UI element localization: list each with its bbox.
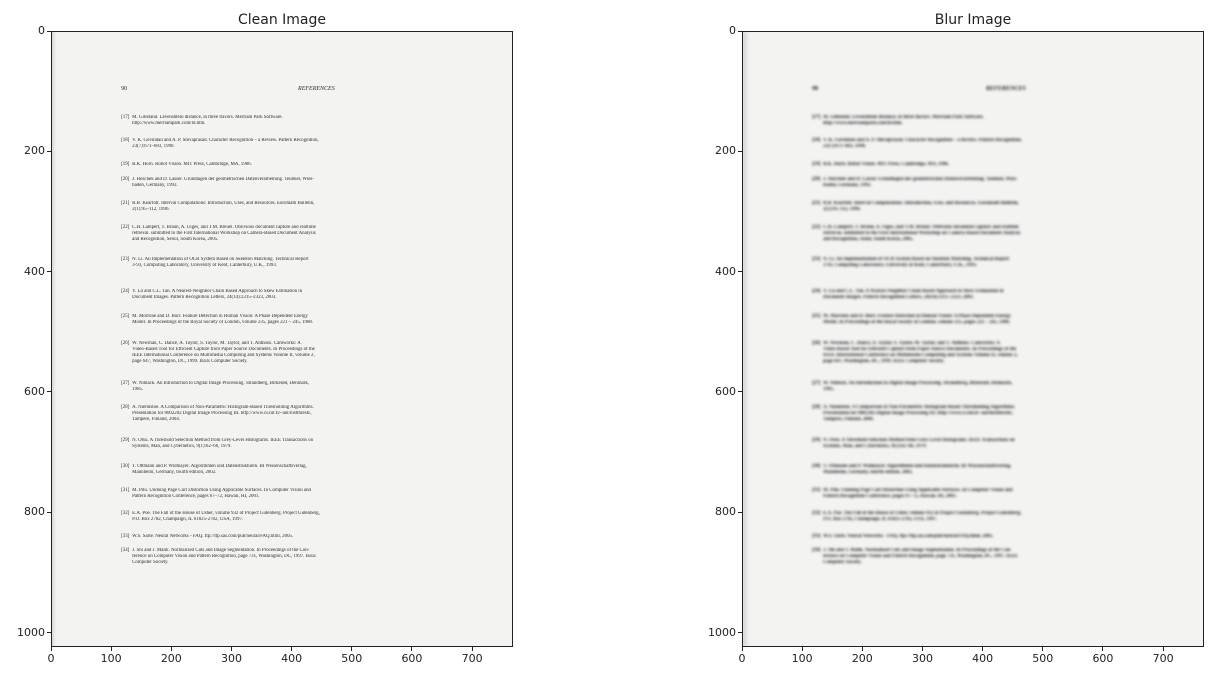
reference-number: [34]: [121, 547, 130, 553]
reference-line: Computer Society.: [132, 559, 169, 565]
reference-number: [33]: [121, 534, 130, 540]
reference-entry: [812, 138, 1026, 150]
reference-line: W. Newman, C. Dance, A. Taylor, S. Taylor, M. Taylor, and T. Aldhous. Camworks: A: [132, 340, 301, 346]
reference-entry: [812, 438, 1026, 450]
reference-entry: [812, 511, 1026, 523]
reference-line: J. Hoschek and D. Lasser. Grundlagen der geometrischen Datenverarbeitung. Teubner, Wies-: [823, 177, 1018, 183]
x-tick-mark: [802, 647, 803, 651]
panel-title: Clean Image: [237, 12, 327, 28]
reference-number: [22]: [812, 224, 821, 230]
reference-line: 3-93, Computing Laboratory, University of Kent, Canterbury, U.K., 1993.: [132, 262, 277, 268]
reference-entry: [812, 534, 1026, 540]
x-tick-label: 400: [281, 652, 303, 665]
reference-number: [22]: [121, 224, 130, 230]
reference-entry: [812, 341, 1026, 365]
reference-line: M. Morrone and D. Burr. Feature Detection in Human Vision: A Phase Dependent Energy: [823, 313, 1011, 319]
reference-line: Systems, Man, and Cybernetics, 9(1):62–66, 1979.: [823, 444, 927, 450]
reference-number: [27]: [812, 381, 821, 387]
reference-number: [23]: [121, 256, 130, 262]
reference-number: [30]: [121, 463, 130, 469]
reference-line: E.A. Poe. The Fall of the House of Usher, volume 932 of Project Gutenberg. Project Gutenberg,: [132, 511, 320, 517]
reference-line: IEEE International Conference on Multimedia Computing and Systems Volume II, volume 2,: [823, 352, 1018, 358]
reference-line: and Recognition, Seoul, South Korea, 2005.: [132, 236, 219, 242]
running-title: REFERENCES: [986, 86, 1026, 93]
reference-line: N. Li. An Implementation of OCR System Based on Skeleton Matching. Technical Report: [823, 256, 1010, 262]
x-tick-label: 300: [911, 652, 933, 665]
reference-text: [823, 381, 1026, 393]
reference-number: [29]: [812, 437, 821, 443]
y-tick-mark: [738, 512, 742, 513]
reference-line: J. Hoschek and D. Lasser. Grundlagen der geometrischen Datenverarbeitung. Teubner, Wies-: [132, 177, 314, 183]
reference-line: Pattern Recognition Conference, pages 67–72, Hawaii, HI, 2001.: [132, 493, 260, 499]
reference-entry: [812, 405, 1026, 423]
reference-text: [823, 548, 1026, 566]
reference-line: W.S. Sarle. Neural Networks - FAQ. ftp://ftp.sas.com/pub/neural/FAQ.html, 2005.: [132, 534, 294, 540]
reference-line: Model. In Proceedings of the Royal Society of London, volume 235, pages 221 – 245, 1988.: [823, 319, 1011, 325]
reference-number: [26]: [121, 340, 130, 346]
page-header: [812, 86, 1026, 94]
reference-line: C.H. Lampert, T. Braun, A. Ulges, and T.M. Breuel. Oblivious document capture and realtime: [823, 224, 1019, 230]
reference-text: [823, 162, 1026, 168]
reference-line: J. Shi and J. Malik. Normalized Cuts and Image Segmentation. In Proceedings of the Con-: [132, 547, 310, 553]
reference-entry: [812, 464, 1026, 476]
reference-line: R.B. Kearfott. Interval Computations: Introduction, Uses, and Resources. Euromath Bulletin,: [823, 200, 1019, 206]
reference-line: R.B. Kearfott. Interval Computations: Introduction, Uses, and Resources. Euromath Bulletin,: [132, 200, 315, 206]
reference-line: Presentation for 8002202 Digital Image Processing III. http://www.cs.tut.fi/~ant/histthresh/,: [132, 410, 312, 416]
reference-entry: [812, 257, 1026, 269]
reference-text: [823, 115, 1026, 127]
reference-line: V. K. Govindan and A. P. Shivaprasad. Character Recognition – a Review. Pattern Recognition,: [132, 137, 319, 143]
reference-line: 2(1):95–112, 1996.: [132, 207, 170, 213]
y-tick-label: 1000: [708, 625, 736, 639]
reference-number: [19]: [121, 161, 130, 167]
reference-entry: [812, 289, 1026, 301]
y-tick-label: 400: [24, 264, 45, 278]
reference-line: Mannheim, Germany, fourth edition, 2002.: [823, 469, 913, 475]
reference-number: [29]: [121, 437, 130, 443]
reference-number: [32]: [812, 511, 821, 517]
reference-line: Presentation for 8002202 Digital Image Processing III. http://www.cs.tut.fi/~ant/histthresh/,: [823, 410, 1014, 416]
reference-line: 1985.: [132, 387, 144, 393]
y-tick-label: 1000: [17, 625, 45, 639]
y-tick-mark: [738, 271, 742, 272]
reference-entry: [812, 225, 1026, 243]
reference-line: 2(1):95–112, 1996.: [823, 207, 861, 213]
y-tick-label: 800: [24, 505, 45, 519]
reference-number: [19]: [812, 161, 821, 167]
y-tick-mark: [738, 31, 742, 32]
reference-number: [34]: [812, 547, 821, 553]
reference-line: M. Pilu. Undoing Page Curl Distortion Using Applicable Surfaces. In Computer Vision and: [823, 487, 1013, 493]
x-tick-mark: [1102, 647, 1103, 651]
x-tick-label: 200: [160, 652, 182, 665]
page-number: 90: [121, 86, 128, 93]
reference-entry: [812, 177, 1026, 189]
reference-entry: [812, 314, 1026, 326]
x-tick-label: 400: [972, 652, 994, 665]
running-title: REFERENCES: [298, 86, 335, 93]
y-tick-label: 800: [715, 505, 736, 519]
reference-line: retrieval. submitted to the First International Workshop on Camera-Based Document Analysis: [823, 230, 1021, 236]
reference-line: page 647, Washington, DC, 1999. IEEE Computer Society.: [132, 358, 248, 364]
x-tick-label: 500: [1032, 652, 1054, 665]
reference-line: Document Images. Pattern Recognition Letters, 24(14):2315–2323, 2003.: [823, 295, 974, 301]
reference-entry: [812, 488, 1026, 500]
reference-line: N. Li. An Implementation of OCR System Based on Skeleton Matching. Technical Report: [132, 256, 309, 262]
reference-line: M. Morrone and D. Burr. Feature Detection in Human Vision: A Phase Dependent Energy: [132, 313, 308, 319]
reference-text: [823, 257, 1026, 269]
reference-text: [823, 534, 1026, 540]
reference-line: M. Gilleland. Levenshtein distance, in three flavors. Merriam Park Software.: [132, 115, 283, 121]
reference-line: 1985.: [823, 387, 835, 393]
reference-number: [31]: [812, 487, 821, 493]
reference-number: [18]: [121, 137, 130, 143]
y-tick-label: 600: [715, 384, 736, 398]
reference-number: [20]: [812, 177, 821, 183]
reference-line: W. Newman, C. Dance, A. Taylor, S. Taylor, M. Taylor, and T. Aldhous. Camworks: A: [823, 340, 1000, 346]
y-tick-mark: [738, 391, 742, 392]
reference-text: [823, 438, 1026, 450]
x-tick-label: 0: [47, 652, 55, 665]
reference-line: page 647, Washington, DC, 1999. IEEE Computer Society.: [823, 358, 945, 364]
x-tick-mark: [1042, 647, 1043, 651]
x-tick-label: 100: [791, 652, 813, 665]
reference-text: [823, 464, 1026, 476]
x-tick-label: 100: [100, 652, 122, 665]
reference-text: [823, 405, 1026, 423]
reference-number: [17]: [121, 115, 130, 121]
reference-line: 23(7):671–683, 1990.: [823, 143, 866, 149]
reference-line: Y. Lu and C.L. Tan. A Nearest-Neighbor Chain Based Approach to Skew Estimation in: [132, 288, 303, 294]
reference-line: Computer Society.: [823, 559, 862, 565]
reference-number: [17]: [812, 115, 821, 121]
reference-text: [823, 225, 1026, 243]
reference-line: Video-Based Tool for Efficient Capture from Paper Source Documents. In Proceedings of the: [132, 346, 315, 352]
reference-line: T. Ottmann and P. Widmayer. Algorithmen und Datenstrukturen. BI Wissenschaftsverlag,: [132, 463, 307, 469]
reference-line: IEEE International Conference on Multimedia Computing and Systems Volume II, volume 2,: [132, 352, 315, 358]
reference-line: M. Pilu. Undoing Page Curl Distortion Using Applicable Surfaces. In Computer Vision and: [132, 487, 311, 493]
y-tick-label: 600: [24, 384, 45, 398]
reference-line: 3-93, Computing Laboratory, University of Kent, Canterbury, U.K., 1993.: [823, 262, 977, 268]
reference-line: Y. Lu and C.L. Tan. A Nearest-Neighbor Chain Based Approach to Skew Estimation in: [823, 288, 1004, 294]
reference-line: ference on Computer Vision and Pattern Recognition, page 731, Washington, DC, 1997. IEEE: [823, 553, 1018, 559]
reference-number: [32]: [121, 511, 130, 517]
reference-entry: [812, 381, 1026, 393]
reference-number: [25]: [812, 313, 821, 319]
reference-text: [823, 511, 1026, 523]
reference-line: ference on Computer Vision and Pattern Recognition, page 731, Washington, DC, 1997. IEEE: [132, 553, 317, 559]
reference-line: B.K. Horn. Robot Vision. MIT Press, Cambridge, MA, 1986.: [823, 161, 950, 167]
reference-line: N. Otsu. A Threshold Selection Method from Grey-Level Histograms. IEEE Transactions on: [823, 437, 1015, 443]
reference-entry: [812, 548, 1026, 566]
x-tick-label: 300: [220, 652, 242, 665]
y-tick-label: 0: [729, 24, 736, 37]
reference-line: Systems, Man, and Cybernetics, 9(1):62–66, 1979.: [132, 444, 232, 450]
x-tick-label: 600: [1092, 652, 1114, 665]
reference-line: Document Images. Pattern Recognition Letters, 24(14):2315–2323, 2003.: [132, 295, 277, 301]
y-tick-label: 0: [38, 24, 45, 37]
reference-line: Tampere, Finland, 2004.: [132, 417, 181, 422]
x-tick-label: 200: [851, 652, 873, 665]
reference-text: [823, 201, 1026, 213]
reference-number: [23]: [812, 256, 821, 262]
scanned-page: [743, 32, 1203, 646]
reference-number: [24]: [812, 288, 821, 294]
reference-line: T. Ottmann and P. Widmayer. Algorithmen und Datenstrukturen. BI Wissenschaftsverlag,: [823, 463, 1012, 469]
reference-line: J. Shi and J. Malik. Normalized Cuts and Image Segmentation. In Proceedings of the Con-: [823, 547, 1012, 553]
reference-number: [26]: [812, 340, 821, 346]
x-tick-label: 0: [738, 652, 746, 665]
reference-number: [21]: [121, 200, 130, 206]
reference-text: [823, 289, 1026, 301]
reference-line: 23(7):671–683, 1990.: [132, 143, 175, 149]
reference-line: baden, Germany, 1992.: [823, 183, 872, 189]
reference-line: B.K. Horn. Robot Vision. MIT Press, Cambridge, MA, 1986.: [132, 161, 252, 167]
reference-line: baden, Germany, 1992.: [132, 183, 178, 189]
reference-text: [823, 314, 1026, 326]
reference-line: V. K. Govindan and A. P. Shivaprasad. Character Recognition – a Review. Pattern Recognition,: [823, 137, 1022, 143]
x-tick-label: 700: [1152, 652, 1174, 665]
panel-title: Blur Image: [934, 12, 1012, 28]
blur-image-axes: [742, 31, 1204, 647]
reference-line: Pattern Recognition Conference, pages 67–72, Hawaii, HI, 2001.: [823, 493, 957, 499]
x-tick-mark: [1163, 647, 1164, 651]
reference-line: Tampere, Finland, 2004.: [823, 417, 874, 422]
reference-text: [823, 177, 1026, 189]
x-tick-mark: [862, 647, 863, 651]
x-tick-label: 700: [461, 652, 483, 665]
y-tick-label: 200: [24, 144, 45, 158]
reference-line: M. Gilleland. Levenshtein distance, in three flavors. Merriam Park Software.: [823, 115, 984, 121]
reference-line: A. Niemistoe. A Comparison of Non-Parametric Histogram-Based Thresholding Algorithms.: [823, 404, 1016, 410]
reference-number: [27]: [121, 381, 130, 387]
reference-line: http://www.merriampark.com/ld.htm.: [823, 121, 903, 127]
reference-line: A. Niemistoe. A Comparison of Non-Parametric Histogram-Based Thresholding Algorithms.: [132, 404, 314, 410]
x-tick-mark: [742, 647, 743, 651]
page-number: 90: [812, 86, 819, 93]
reference-text: [823, 138, 1026, 150]
y-tick-label: 200: [715, 144, 736, 158]
document-page: [812, 86, 1026, 609]
y-tick-mark: [738, 151, 742, 152]
reference-line: http://www.merriampark.com/ld.htm.: [132, 121, 206, 127]
reference-entry: [812, 115, 1026, 127]
reference-text: [823, 341, 1026, 365]
y-tick-label: 400: [715, 264, 736, 278]
reference-line: W.S. Sarle. Neural Networks - FAQ. ftp://ftp.sas.com/pub/neural/FAQ.html, 2005.: [823, 534, 994, 540]
reference-line: W. Niblack. An Introduction to Digital Image Processing. Strandberg, Birkerød, Denmark,: [132, 381, 310, 387]
reference-number: [30]: [812, 463, 821, 469]
reference-number: [33]: [812, 534, 821, 540]
reference-number: [18]: [812, 137, 821, 143]
reference-entry: [812, 201, 1026, 213]
reference-line: retrieval. submitted to the First International Workshop on Camera-Based Document Analysis: [132, 230, 316, 236]
x-tick-label: 500: [341, 652, 363, 665]
x-tick-mark: [922, 647, 923, 651]
reference-number: [25]: [121, 313, 130, 319]
reference-number: [28]: [812, 404, 821, 410]
reference-line: P.O. Box 2782, Champaign, IL 61825-2782, USA, 1997.: [823, 517, 938, 523]
reference-number: [20]: [121, 177, 130, 183]
reference-line: N. Otsu. A Threshold Selection Method from Grey-Level Histograms. IEEE Transactions on: [132, 437, 314, 443]
reference-line: and Recognition, Seoul, South Korea, 2005.: [823, 236, 914, 242]
y-tick-mark: [738, 632, 742, 633]
reference-line: E.A. Poe. The Fall of the House of Usher, volume 932 of Project Gutenberg. Project Gutenberg,: [823, 511, 1022, 517]
reference-number: [28]: [121, 404, 130, 410]
reference-line: C.H. Lampert, T. Braun, A. Ulges, and T.M. Breuel. Oblivious document capture and realtime: [132, 224, 316, 230]
reference-line: Model. In Proceedings of the Royal Society of London, volume 235, pages 221 – 245, 1988.: [132, 319, 314, 325]
reference-number: [21]: [812, 200, 821, 206]
reference-number: [24]: [121, 288, 130, 294]
reference-entry: [812, 162, 1026, 168]
reference-line: Mannheim, Germany, fourth edition, 2002.: [132, 469, 217, 475]
reference-line: P.O. Box 2782, Champaign, IL 61825-2782, USA, 1997.: [132, 517, 244, 523]
reference-line: Video-Based Tool for Efficient Capture from Paper Source Documents. In Proceedings of the: [823, 346, 1017, 352]
reference-text: [823, 488, 1026, 500]
reference-number: [31]: [121, 487, 130, 493]
reference-line: W. Niblack. An Introduction to Digital Image Processing. Strandberg, Birkerød, Denmark,: [823, 381, 1013, 387]
x-tick-label: 600: [401, 652, 423, 665]
x-tick-mark: [982, 647, 983, 651]
